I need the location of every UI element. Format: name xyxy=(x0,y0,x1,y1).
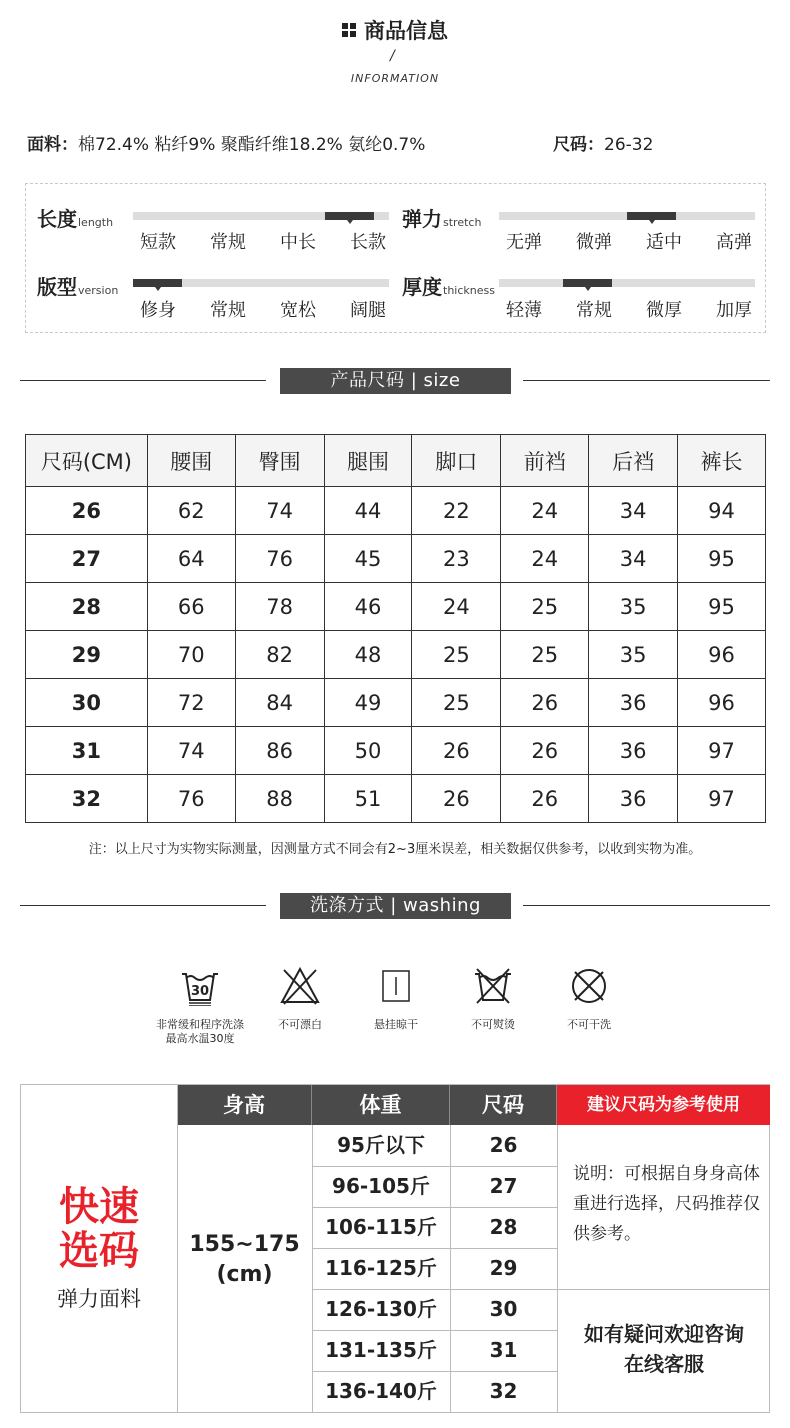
measurement-cell: 50 xyxy=(324,727,412,775)
attribute-option: 宽松 xyxy=(280,300,316,321)
attribute-option: 微弹 xyxy=(576,232,612,253)
measurement-cell: 48 xyxy=(324,631,412,679)
no-dry-clean-icon xyxy=(569,966,609,1006)
weight-cell: 126-130斤 xyxy=(325,1297,437,1321)
attribute-title: 厚度 xyxy=(402,275,442,299)
height-range-unit: (cm) xyxy=(216,1262,273,1287)
size-cell: 28 xyxy=(26,583,148,631)
weight-header: 体重 xyxy=(312,1085,450,1125)
advice-header: 建议尺码为参考使用 xyxy=(557,1085,770,1125)
size-table-column-header: 脚口 xyxy=(412,435,501,487)
recommended-size-cell: 30 xyxy=(489,1297,518,1321)
size-section-banner xyxy=(20,368,770,394)
wash-label: 不可漂白 xyxy=(278,1018,322,1031)
wash-label-line1: 非常缓和程序洗涤 xyxy=(156,1018,244,1031)
attribute-options xyxy=(489,296,769,322)
attribute-name xyxy=(402,203,481,232)
recommended-size-cell: 29 xyxy=(489,1256,518,1280)
attribute-option: 加厚 xyxy=(716,300,752,321)
measurement-cell: 95 xyxy=(678,583,766,631)
size-table-column-header: 裤长 xyxy=(678,435,766,487)
measurement-cell: 25 xyxy=(501,631,589,679)
size-table-column-header: 前裆 xyxy=(501,435,589,487)
fabric-info xyxy=(27,130,654,155)
attribute-option: 长款 xyxy=(350,232,386,253)
wash-section-banner xyxy=(20,893,770,919)
measurement-cell: 24 xyxy=(501,487,589,535)
measurement-cell: 36 xyxy=(589,775,678,823)
attribute-option: 适中 xyxy=(646,232,682,253)
size-cell: 31 xyxy=(26,727,148,775)
wash-label xyxy=(140,1018,260,1046)
attribute-options xyxy=(489,228,769,254)
size-table-body xyxy=(26,487,766,823)
size-recommendation-table xyxy=(20,1084,770,1413)
measurement-cell: 26 xyxy=(501,727,589,775)
attribute-panel xyxy=(25,183,766,333)
quick-size-title xyxy=(21,1185,177,1273)
size-range-value: 26-32 xyxy=(604,135,654,155)
attribute-title: 长度 xyxy=(37,207,77,231)
weight-cell: 96-105斤 xyxy=(332,1174,430,1198)
weight-cell: 136-140斤 xyxy=(325,1379,437,1403)
size-cell: 30 xyxy=(26,679,148,727)
table-row xyxy=(26,679,766,727)
hang-dry-icon xyxy=(376,966,416,1006)
wash-temperature: 30 xyxy=(190,984,210,999)
height-header: 身高 xyxy=(177,1085,312,1125)
size-section-title: 产品尺码 | size xyxy=(280,368,511,394)
size-table-column-header: 尺码(CM) xyxy=(26,435,148,487)
size-table-column-header: 后裆 xyxy=(589,435,678,487)
attribute-title: 版型 xyxy=(37,275,77,299)
attribute-option: 短款 xyxy=(140,232,176,253)
table-row xyxy=(26,631,766,679)
measurement-cell: 86 xyxy=(235,727,324,775)
attribute-option: 常规 xyxy=(576,300,612,321)
page-title-wrap xyxy=(342,15,448,45)
measurement-cell: 25 xyxy=(412,631,501,679)
measurement-cell: 66 xyxy=(147,583,235,631)
attribute-name xyxy=(37,271,118,300)
attribute-name xyxy=(402,271,495,300)
measurement-cell: 51 xyxy=(324,775,412,823)
weight-cell: 116-125斤 xyxy=(325,1256,437,1280)
measurement-cell: 25 xyxy=(412,679,501,727)
measurement-cell: 49 xyxy=(324,679,412,727)
attribute-selected-marker xyxy=(325,212,374,220)
table-row xyxy=(26,487,766,535)
measurement-cell: 70 xyxy=(147,631,235,679)
attribute-selected-marker xyxy=(133,279,182,287)
measurement-cell: 34 xyxy=(589,487,678,535)
attribute-option: 常规 xyxy=(210,300,246,321)
measurement-note: 注：以上尺寸为实物实际测量，因测量方式不同会有2~3厘米误差，相关数据仅供参考，以收到实物为准。 xyxy=(88,842,702,857)
measurement-cell: 64 xyxy=(147,535,235,583)
recommended-size-cell: 31 xyxy=(489,1338,518,1362)
title-slash: / xyxy=(390,48,395,64)
size-cell: 27 xyxy=(26,535,148,583)
fabric-label: 面料： xyxy=(27,135,78,155)
row-divider xyxy=(312,1207,557,1208)
attribute-selected-marker xyxy=(563,279,612,287)
quick-size-line1: 快速 xyxy=(59,1184,139,1230)
recommended-size-cell: 26 xyxy=(489,1133,518,1157)
measurement-cell: 34 xyxy=(589,535,678,583)
attribute-english: version xyxy=(78,284,119,297)
attribute-option: 高弹 xyxy=(716,232,752,253)
wash-label: 悬挂晾干 xyxy=(374,1018,418,1031)
measurement-cell: 45 xyxy=(324,535,412,583)
row-divider xyxy=(312,1248,557,1249)
measurement-cell: 24 xyxy=(412,583,501,631)
size-range-label: 尺码： xyxy=(553,135,604,155)
page-title: 商品信息 xyxy=(364,19,448,43)
measurement-cell: 88 xyxy=(235,775,324,823)
attribute-title: 弹力 xyxy=(402,207,442,231)
attribute-option: 阔腿 xyxy=(350,300,386,321)
measurement-cell: 76 xyxy=(147,775,235,823)
consult-service xyxy=(557,1319,771,1379)
attribute-scale-bar xyxy=(499,212,755,220)
measurement-cell: 78 xyxy=(235,583,324,631)
measurement-cell: 23 xyxy=(412,535,501,583)
table-row xyxy=(26,727,766,775)
quick-size-subtitle: 弹力面料 xyxy=(57,1287,141,1311)
measurement-cell: 25 xyxy=(501,583,589,631)
measurement-cell: 82 xyxy=(235,631,324,679)
measurement-cell: 44 xyxy=(324,487,412,535)
measurement-cell: 24 xyxy=(501,535,589,583)
attribute-option: 轻薄 xyxy=(506,300,542,321)
advice-divider xyxy=(557,1289,770,1290)
attribute-option: 中长 xyxy=(280,232,316,253)
recommended-size-cell: 32 xyxy=(489,1379,518,1403)
wash-30-icon xyxy=(180,966,220,1006)
consult-line1: 如有疑问欢迎咨询 xyxy=(584,1322,744,1346)
attribute-option: 无弹 xyxy=(506,232,542,253)
measurement-cell: 76 xyxy=(235,535,324,583)
measurement-cell: 97 xyxy=(678,727,766,775)
weight-cell: 95斤以下 xyxy=(337,1133,425,1157)
attribute-scale-bar xyxy=(499,279,755,287)
section-header xyxy=(0,14,790,45)
row-divider xyxy=(312,1330,557,1331)
attribute-scale-bar xyxy=(133,279,389,287)
divider-left xyxy=(20,905,266,906)
measurement-cell: 95 xyxy=(678,535,766,583)
recommended-size-cell: 28 xyxy=(489,1215,518,1239)
row-divider xyxy=(312,1289,557,1290)
measurement-cell: 22 xyxy=(412,487,501,535)
measurement-cell: 26 xyxy=(412,727,501,775)
measurement-cell: 94 xyxy=(678,487,766,535)
attribute-scale-bar xyxy=(133,212,389,220)
size-table-column-header: 腰围 xyxy=(147,435,235,487)
size-table-column-header: 臀围 xyxy=(235,435,324,487)
row-divider xyxy=(312,1371,557,1372)
attribute-option: 微厚 xyxy=(646,300,682,321)
measurement-cell: 26 xyxy=(501,679,589,727)
wash-section-title: 洗涤方式 | washing xyxy=(280,893,511,919)
measurement-cell: 35 xyxy=(589,631,678,679)
measurement-cell: 26 xyxy=(501,775,589,823)
recommended-size-cell: 27 xyxy=(489,1174,518,1198)
row-divider xyxy=(312,1166,557,1167)
wash-label: 不可熨烫 xyxy=(471,1018,515,1031)
divider-right xyxy=(523,905,770,906)
measurement-cell: 62 xyxy=(147,487,235,535)
size-cell: 32 xyxy=(26,775,148,823)
wash-label-line2: 最高水温30度 xyxy=(165,1032,235,1045)
page-subtitle: INFORMATION xyxy=(350,72,440,85)
table-row xyxy=(26,583,766,631)
measurement-cell: 74 xyxy=(147,727,235,775)
measurement-cell: 97 xyxy=(678,775,766,823)
size-cell: 26 xyxy=(26,487,148,535)
size-cell: 29 xyxy=(26,631,148,679)
measurement-cell: 36 xyxy=(589,679,678,727)
attribute-option: 修身 xyxy=(140,300,176,321)
no-bleach-icon xyxy=(280,966,320,1006)
size-table xyxy=(25,434,766,823)
size-range xyxy=(553,130,653,155)
divider-left xyxy=(20,380,266,381)
measurement-cell: 96 xyxy=(678,631,766,679)
measurement-cell: 84 xyxy=(235,679,324,727)
size-table-header xyxy=(26,435,766,487)
quick-size-line2: 选码 xyxy=(59,1228,139,1274)
consult-line2: 在线客服 xyxy=(624,1352,704,1376)
attribute-options xyxy=(123,296,403,322)
size-table-column-header: 腿围 xyxy=(324,435,412,487)
measurement-cell: 96 xyxy=(678,679,766,727)
attribute-english: length xyxy=(78,216,114,229)
measurement-cell: 72 xyxy=(147,679,235,727)
attribute-english: stretch xyxy=(443,216,482,229)
no-iron-icon xyxy=(473,966,513,1006)
attribute-selected-marker xyxy=(627,212,676,220)
measurement-cell: 35 xyxy=(589,583,678,631)
height-range-value: 155~175 xyxy=(189,1232,300,1257)
attribute-name xyxy=(37,203,113,232)
measurement-cell: 26 xyxy=(412,775,501,823)
measurement-cell: 36 xyxy=(589,727,678,775)
table-row xyxy=(26,775,766,823)
measurement-cell: 46 xyxy=(324,583,412,631)
grid-icon xyxy=(342,23,356,37)
attribute-options xyxy=(123,228,403,254)
height-range xyxy=(177,1230,312,1290)
attribute-english: thickness xyxy=(443,284,495,297)
attribute-option: 常规 xyxy=(210,232,246,253)
weight-cell: 106-115斤 xyxy=(325,1215,437,1239)
size-advice-text: 说明：可根据自身身高体重进行选择，尺码推荐仅供参考。 xyxy=(573,1164,760,1244)
divider-right xyxy=(523,380,770,381)
size-header: 尺码 xyxy=(450,1085,557,1125)
fabric-value: 棉72.4% 粘纤9% 聚酯纤维18.2% 氨纶0.7% xyxy=(78,135,426,155)
wash-label: 不可干洗 xyxy=(567,1018,611,1031)
measurement-cell: 74 xyxy=(235,487,324,535)
table-row xyxy=(26,535,766,583)
weight-cell: 131-135斤 xyxy=(325,1338,437,1362)
